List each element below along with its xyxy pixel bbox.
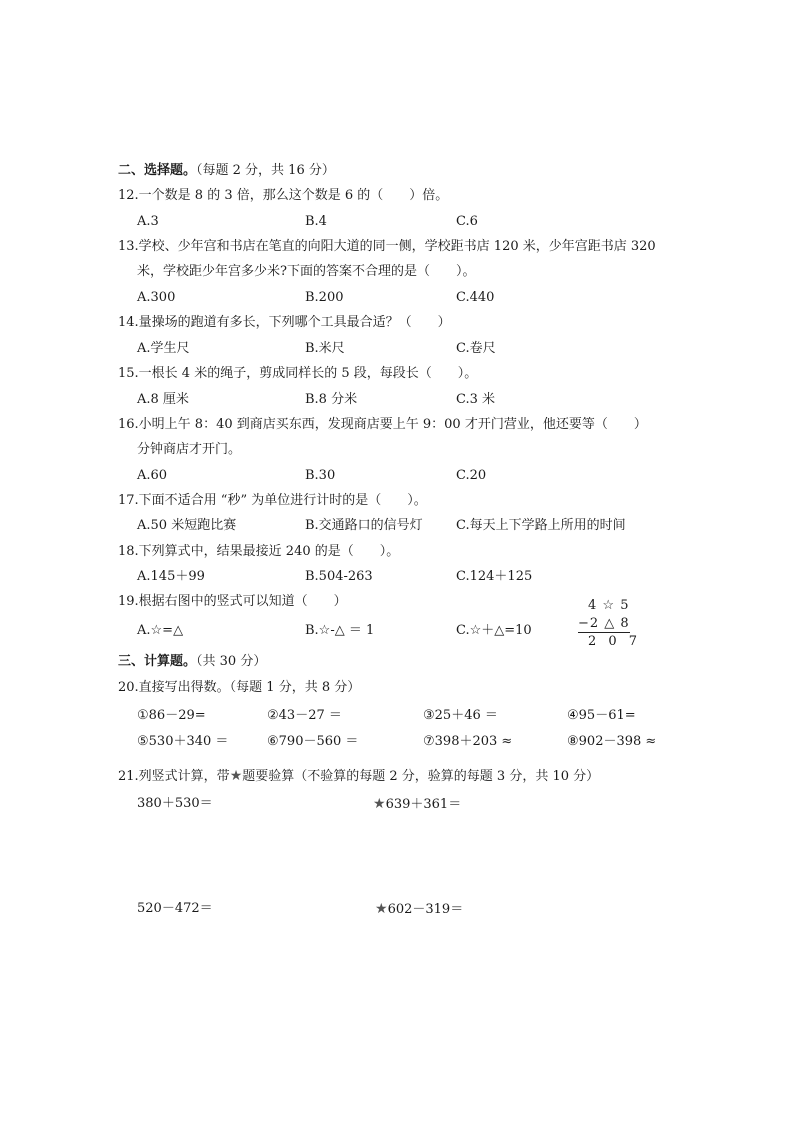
question-19-option-a: A.☆=△ <box>137 623 184 638</box>
q20-item-5: ⑤530＋340 ＝ <box>137 734 229 749</box>
question-13-stem: 13.学校、少年宫和书店在笔直的向阳大道的同一侧，学校距书店 120 米，少年宫距书店 320 <box>118 239 656 254</box>
q21-item-4 <box>375 900 463 919</box>
question-15-stem: 15.一根长 4 米的绳子，剪成同样长的 5 段，每段长（ ）。 <box>118 366 478 381</box>
question-17-option-a: A.50 米短跑比赛 <box>137 518 237 533</box>
question-21-stem <box>118 767 599 786</box>
vertical-row-3: 2 0 7 <box>588 634 642 649</box>
q21-item-2 <box>373 795 461 814</box>
q21-item-1: 380＋530＝ <box>137 796 213 811</box>
vertical-rule <box>578 632 630 633</box>
q20-item-6: ⑥790－560 ＝ <box>267 734 359 749</box>
question-19-stem: 19.根据右图中的竖式可以知道（ ） <box>118 594 347 609</box>
question-15-option-a: A.8 厘米 <box>137 392 189 407</box>
question-15-option-b: B.8 分米 <box>305 392 358 407</box>
question-14-stem: 14.量操场的跑道有多长，下列哪个工具最合适？（ ） <box>118 315 451 330</box>
question-13-option-b: B.200 <box>305 290 344 305</box>
question-16-option-c: C.20 <box>456 468 487 483</box>
q21-item-2-text: 639＋361＝ <box>385 797 462 812</box>
section2-note: （每题 2 分，共 16 分） <box>196 163 335 178</box>
star-icon: ★ <box>375 901 388 917</box>
section3-header <box>118 653 266 671</box>
vertical-row-1: 4 ☆ 5 <box>588 598 630 613</box>
question-14-option-a: A.学生尺 <box>137 341 190 356</box>
question-12-stem: 12.一个数是 8 的 3 倍，那么这个数是 6 的（ ）倍。 <box>118 188 449 203</box>
question-16-stem-line2: 分钟商店才开门。 <box>137 442 242 457</box>
section3-title: 三、计算题。 <box>118 654 197 669</box>
vertical-row-2: −2 △ 8 <box>578 616 630 631</box>
question-18-option-c: C.124＋125 <box>456 569 533 584</box>
question-20-stem: 20.直接写出得数。（每题 1 分，共 8 分） <box>118 680 361 695</box>
star-icon: ★ <box>229 768 243 784</box>
question-13-option-c: C.440 <box>456 290 495 305</box>
vertical-subtraction-figure <box>578 598 642 653</box>
q21-stem-before: 21.列竖式计算，带 <box>118 769 230 784</box>
question-15-option-c: C.3 米 <box>456 392 496 407</box>
question-13-stem-line2: 米，学校距少年宫多少米?下面的答案不合理的是（ ）。 <box>137 264 476 279</box>
section3-note: （共 30 分） <box>196 654 267 669</box>
q20-item-3: ③25＋46 ＝ <box>423 708 498 723</box>
q20-item-2: ②43－27 ＝ <box>267 708 342 723</box>
question-16-option-b: B.30 <box>305 468 336 483</box>
question-18-option-b: B.504-263 <box>305 569 373 584</box>
question-18-option-a: A.145＋99 <box>137 569 205 584</box>
q21-item-4-text: 602－319＝ <box>387 902 464 917</box>
question-13-option-a: A.300 <box>137 290 176 305</box>
question-17-stem: 17.下面不适合用 “秒” 为单位进行计时的是（ ）。 <box>118 493 427 508</box>
q21-stem-after: 题要验算（不验算的每题 2 分，验算的每题 3 分，共 10 分） <box>242 769 600 784</box>
question-17-option-c: C.每天上下学路上所用的时间 <box>456 518 626 533</box>
question-16-stem: 16.小明上午 8：40 到商店买东西，发现商店要上午 9：00 才开门营业，他还要等（ ） <box>118 417 647 432</box>
question-17-option-b: B.交通路口的信号灯 <box>305 518 423 533</box>
q20-item-7: ⑦398＋203 ≈ <box>423 734 513 749</box>
question-14-option-b: B.米尺 <box>305 341 345 356</box>
question-12-option-c: C.6 <box>456 214 478 229</box>
question-16-option-a: A.60 <box>137 468 168 483</box>
question-19-option-b: B.☆-△ ＝ 1 <box>305 623 375 638</box>
question-12-option-a: A.3 <box>137 214 159 229</box>
q21-item-3: 520－472＝ <box>137 901 213 916</box>
question-19-option-c: C.☆＋△=10 <box>456 623 532 638</box>
question-12-option-b: B.4 <box>305 214 327 229</box>
star-icon: ★ <box>373 796 386 812</box>
q20-item-8: ⑧902－398 ≈ <box>567 734 657 749</box>
section2-header <box>118 162 335 180</box>
section2-title: 二、选择题。 <box>118 163 197 178</box>
q20-item-1: ①86－29= <box>137 708 206 723</box>
question-18-stem: 18.下列算式中，结果最接近 240 的是（ ）。 <box>118 544 400 559</box>
q20-item-4: ④95－61= <box>567 708 636 723</box>
question-14-option-c: C.卷尺 <box>456 341 496 356</box>
